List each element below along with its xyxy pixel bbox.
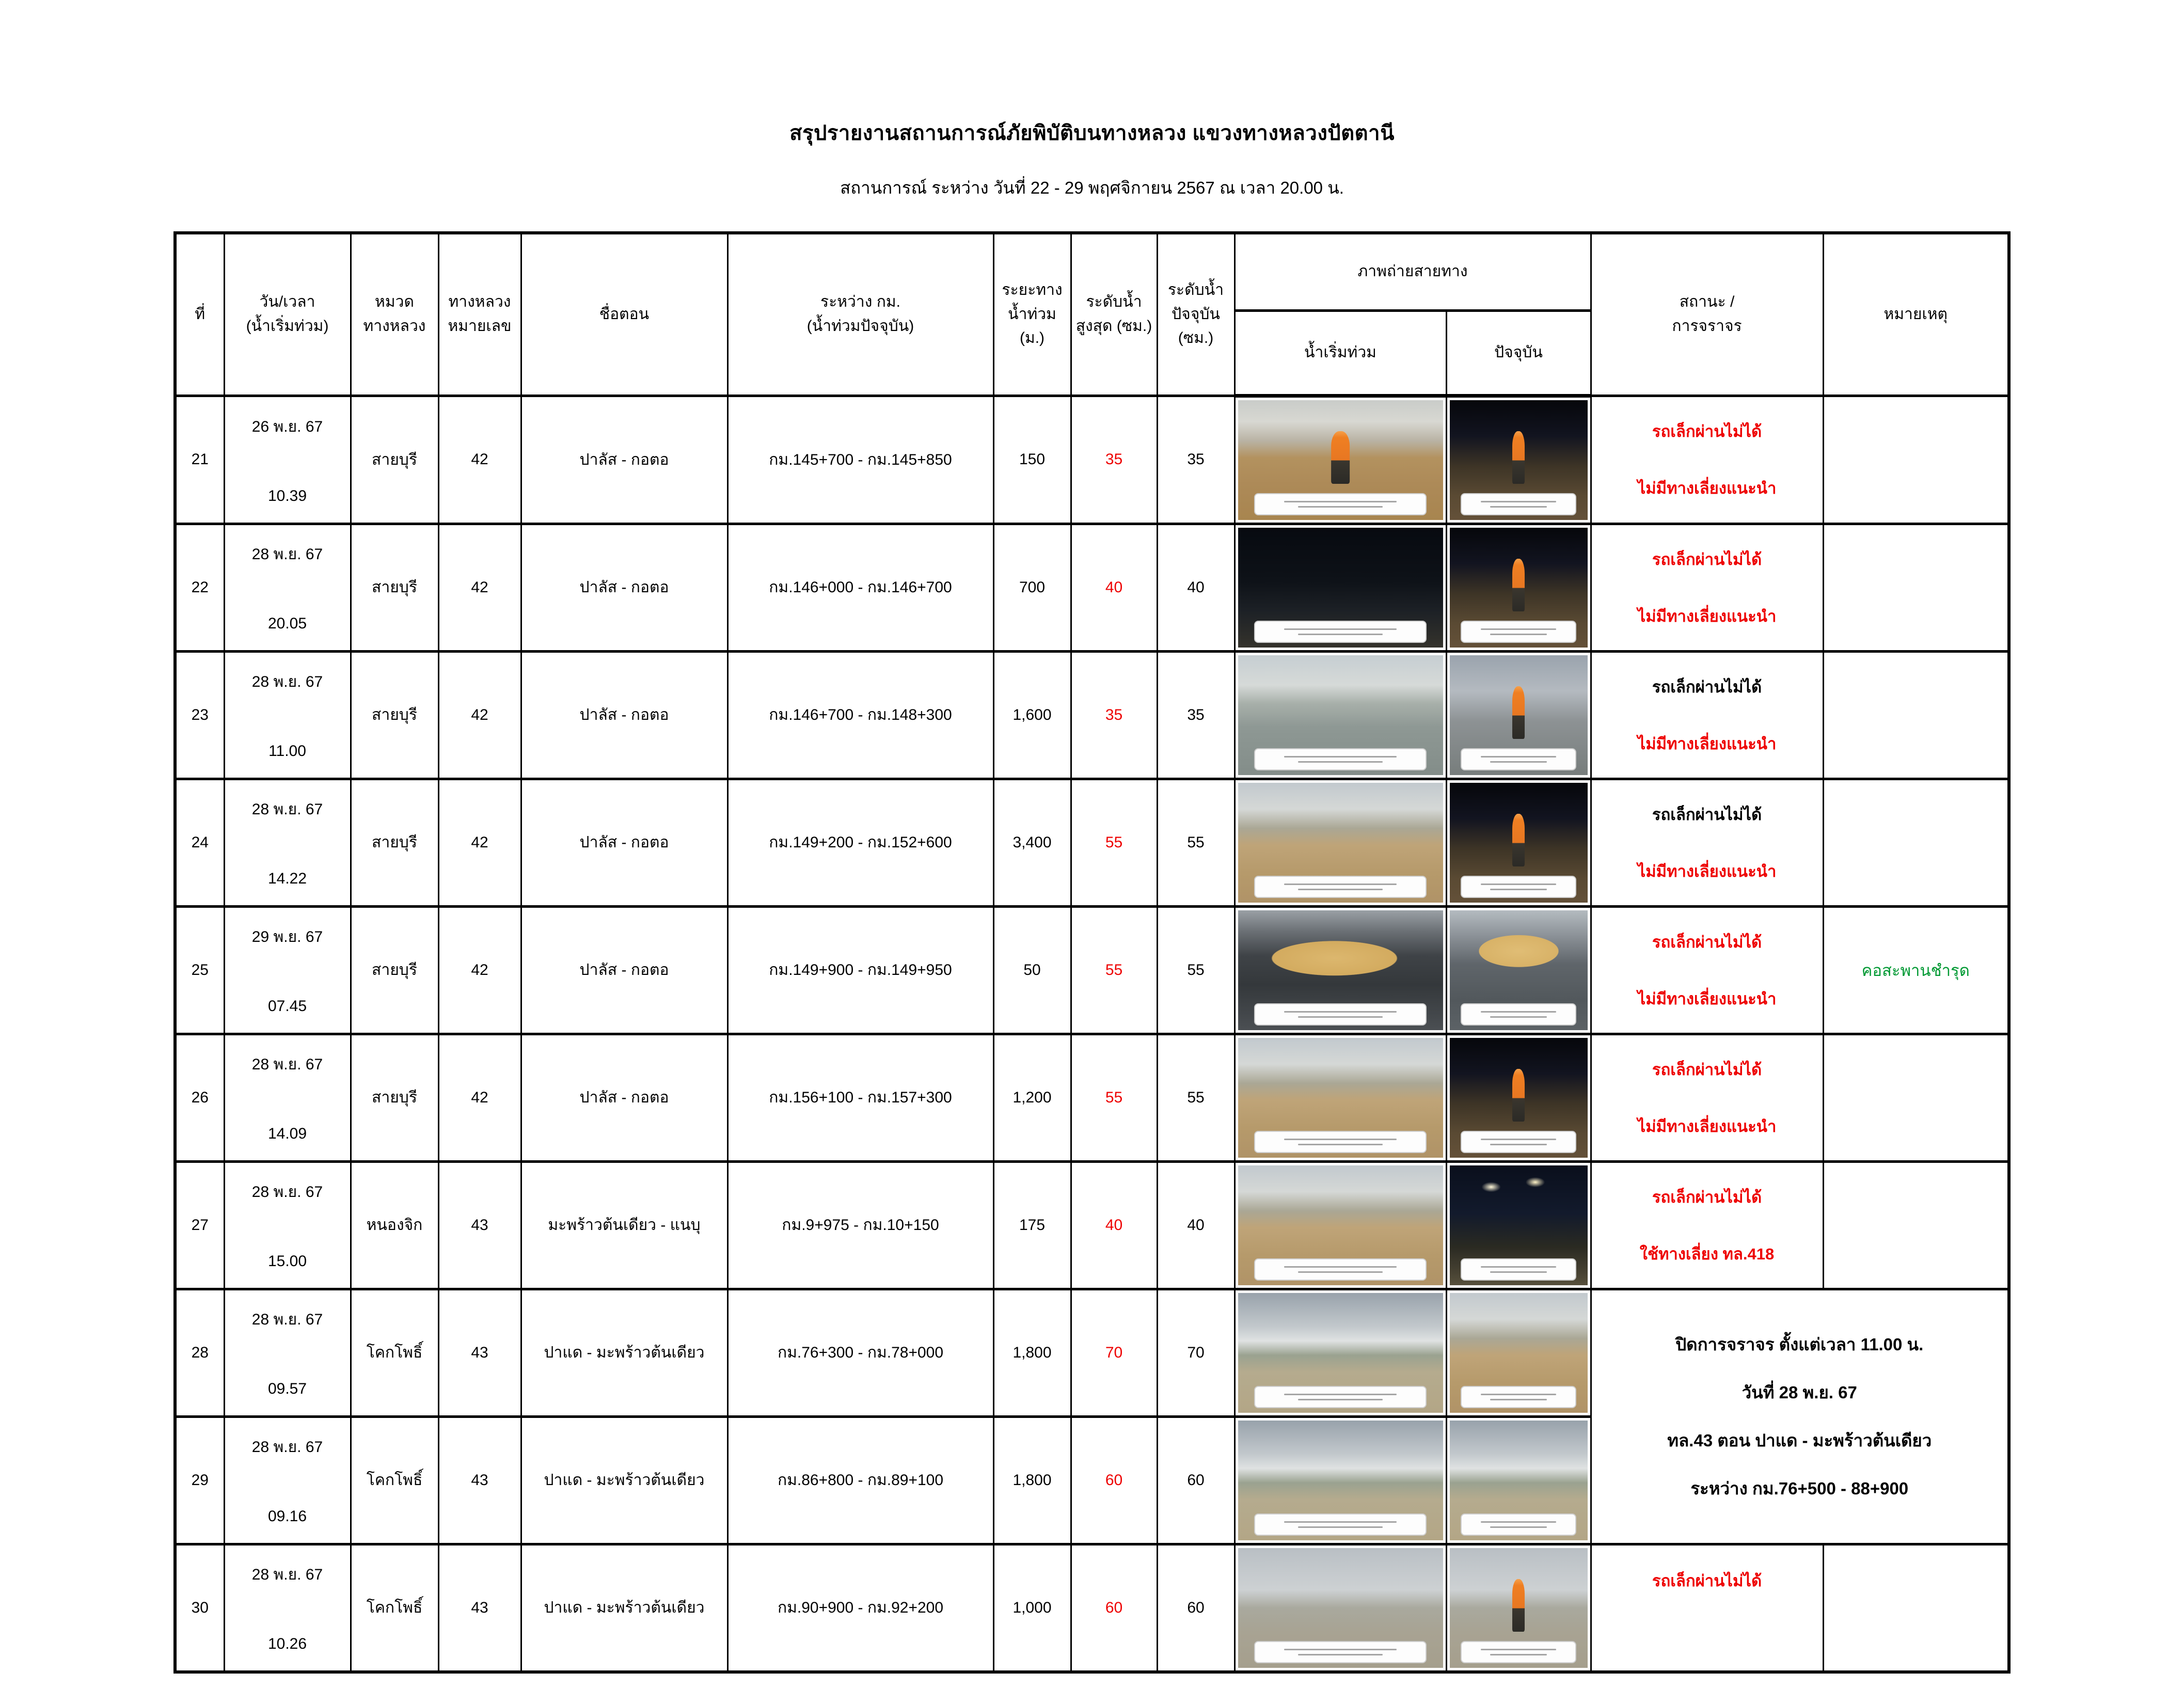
cell-photo-start	[1235, 651, 1446, 779]
photo-caption	[1461, 1513, 1576, 1536]
table-row	[175, 1289, 2009, 1416]
cell-section: ปาลัส - กอตอ	[521, 396, 727, 524]
table-row	[175, 906, 2009, 1034]
cell-current-level: 55	[1157, 779, 1235, 906]
status-line-2: ไม่มีทางเลี่ยงแนะนำ	[1637, 607, 1777, 625]
cell-photo-start	[1235, 1544, 1446, 1672]
cell-flood-length: 700	[993, 524, 1071, 651]
photo-caption	[1461, 1131, 1576, 1153]
flood-report-table	[173, 231, 2011, 1674]
photo-caption	[1461, 1641, 1576, 1663]
cell-km-range: กม.149+200 - กม.152+600	[727, 779, 993, 906]
cell-photo-current	[1446, 1289, 1591, 1416]
header-max-level: ระดับน้ำ สูงสุด (ซม.)	[1071, 233, 1157, 396]
current-photo	[1450, 783, 1588, 903]
flood-start-photo	[1238, 655, 1443, 775]
status-line-1: รถเล็กผ่านไม่ได้	[1652, 933, 1762, 951]
cell-date-time	[224, 1289, 351, 1416]
cell-date-time	[224, 524, 351, 651]
cell-photo-current	[1446, 779, 1591, 906]
cell-max-level: 70	[1071, 1289, 1157, 1416]
flood-start-date: 28 พ.ย. 67	[251, 1439, 323, 1456]
cell-district: โคกโพธิ์	[351, 1416, 438, 1544]
cell-photo-start	[1235, 779, 1446, 906]
header-flood-length: ระยะทาง น้ำท่วม (ม.)	[993, 233, 1071, 396]
cell-max-level: 60	[1071, 1544, 1157, 1672]
cell-section: ปาลัส - กอตอ	[521, 651, 727, 779]
flood-start-time: 15.00	[267, 1253, 307, 1270]
cell-km-range: กม.156+100 - กม.157+300	[727, 1034, 993, 1161]
cell-district: สายบุรี	[351, 906, 438, 1034]
cell-km-range: กม.146+700 - กม.148+300	[727, 651, 993, 779]
cell-photo-start	[1235, 1161, 1446, 1289]
flood-start-time: 07.45	[267, 998, 307, 1015]
flood-start-date: 29 พ.ย. 67	[251, 928, 323, 945]
current-photo	[1450, 400, 1588, 520]
cell-district: โคกโพธิ์	[351, 1544, 438, 1672]
photo-caption	[1461, 621, 1576, 643]
cell-status	[1591, 1544, 1823, 1672]
header-photos-group: ภาพถ่ายสายทาง	[1235, 233, 1591, 310]
header-district: หมวด ทางหลวง	[351, 233, 438, 396]
cell-max-level: 35	[1071, 651, 1157, 779]
header-section-name: ชื่อตอน	[521, 233, 727, 396]
current-photo	[1450, 1293, 1588, 1413]
cell-status	[1591, 1161, 1823, 1289]
cell-route: 42	[438, 1034, 521, 1161]
cell-flood-length: 175	[993, 1161, 1071, 1289]
cell-flood-length: 1,800	[993, 1416, 1071, 1544]
cell-current-level: 40	[1157, 1161, 1235, 1289]
cell-current-level: 35	[1157, 651, 1235, 779]
cell-max-level: 55	[1071, 906, 1157, 1034]
flood-start-date: 28 พ.ย. 67	[251, 1311, 323, 1328]
cell-district: หนองจิก	[351, 1161, 438, 1289]
flood-start-photo	[1238, 400, 1443, 520]
flood-start-photo	[1238, 1548, 1443, 1668]
cell-road-closure-notice	[1591, 1289, 2009, 1544]
cell-current-level: 35	[1157, 396, 1235, 524]
cell-route: 42	[438, 524, 521, 651]
cell-photo-current	[1446, 524, 1591, 651]
cell-remark	[1823, 524, 2009, 651]
cell-flood-length: 150	[993, 396, 1071, 524]
cell-photo-current	[1446, 651, 1591, 779]
cell-flood-length: 3,400	[993, 779, 1071, 906]
photo-caption	[1461, 1386, 1576, 1408]
photo-caption	[1254, 1641, 1427, 1663]
flood-start-date: 28 พ.ย. 67	[251, 546, 323, 563]
header-km-range: ระหว่าง กม. (น้ำท่วมปัจจุบัน)	[727, 233, 993, 396]
flood-start-photo	[1238, 1293, 1443, 1413]
cell-remark	[1823, 779, 2009, 906]
photo-caption	[1254, 1131, 1427, 1153]
cell-max-level: 60	[1071, 1416, 1157, 1544]
header-photo-flood-start: น้ำเริ่มท่วม	[1235, 310, 1446, 396]
flood-start-time: 10.39	[267, 487, 307, 504]
header-no: ที่	[175, 233, 224, 396]
cell-route: 43	[438, 1161, 521, 1289]
flood-start-time: 09.57	[267, 1380, 307, 1397]
flood-start-photo	[1238, 528, 1443, 648]
photo-caption	[1254, 748, 1427, 770]
cell-section: ปาลัส - กอตอ	[521, 524, 727, 651]
cell-flood-length: 1,600	[993, 651, 1071, 779]
table-row	[175, 396, 2009, 524]
status-line-1: รถเล็กผ่านไม่ได้	[1652, 677, 1762, 696]
cell-photo-current	[1446, 1161, 1591, 1289]
cell-date-time	[224, 906, 351, 1034]
page-subtitle: สถานการณ์ ระหว่าง วันที่ 22 - 29 พฤศจิกายน 2567 ณ เวลา 20.00 น.	[840, 178, 1344, 197]
cell-date-time	[224, 1416, 351, 1544]
cell-max-level: 55	[1071, 1034, 1157, 1161]
cell-photo-start	[1235, 524, 1446, 651]
cell-km-range: กม.90+900 - กม.92+200	[727, 1544, 993, 1672]
cell-section: ปาลัส - กอตอ	[521, 1034, 727, 1161]
cell-max-level: 55	[1071, 779, 1157, 906]
cell-section: ปาแด - มะพร้าวต้นเดียว	[521, 1544, 727, 1672]
cell-status	[1591, 396, 1823, 524]
current-photo	[1450, 1038, 1588, 1158]
cell-remark	[1823, 1161, 2009, 1289]
table-row	[175, 1034, 2009, 1161]
cell-status	[1591, 779, 1823, 906]
photo-caption	[1254, 1003, 1427, 1026]
flood-start-time: 09.16	[267, 1508, 307, 1525]
cell-photo-current	[1446, 1416, 1591, 1544]
cell-date-time	[224, 651, 351, 779]
cell-flood-length: 1,800	[993, 1289, 1071, 1416]
photo-caption	[1254, 1513, 1427, 1536]
cell-no: 26	[175, 1034, 224, 1161]
status-line-2: ไม่มีทางเลี่ยงแนะนำ	[1637, 862, 1777, 880]
cell-no: 28	[175, 1289, 224, 1416]
current-photo	[1450, 910, 1588, 1030]
cell-km-range: กม.145+700 - กม.145+850	[727, 396, 993, 524]
cell-date-time	[224, 779, 351, 906]
flood-start-time: 20.05	[267, 615, 307, 632]
cell-flood-length: 1,200	[993, 1034, 1071, 1161]
cell-photo-start	[1235, 906, 1446, 1034]
status-line-2: ไม่มีทางเลี่ยงแนะนำ	[1637, 1117, 1777, 1135]
photo-caption	[1461, 1258, 1576, 1281]
flood-start-time: 10.26	[267, 1635, 307, 1652]
cell-remark	[1823, 1544, 2009, 1672]
cell-section: ปาแด - มะพร้าวต้นเดียว	[521, 1289, 727, 1416]
cell-section: ปาลัส - กอตอ	[521, 906, 727, 1034]
cell-flood-length: 50	[993, 906, 1071, 1034]
photo-caption	[1461, 1003, 1576, 1026]
flood-start-time: 14.09	[267, 1125, 307, 1142]
cell-route: 43	[438, 1289, 521, 1416]
cell-no: 29	[175, 1416, 224, 1544]
cell-km-range: กม.76+300 - กม.78+000	[727, 1289, 993, 1416]
photo-caption	[1254, 621, 1427, 643]
cell-remark	[1823, 1034, 2009, 1161]
closure-line-1: ปิดการจราจร ตั้งแต่เวลา 11.00 น.	[1675, 1335, 1924, 1354]
cell-current-level: 60	[1157, 1416, 1235, 1544]
cell-photo-current	[1446, 1034, 1591, 1161]
status-line-1: รถเล็กผ่านไม่ได้	[1652, 1188, 1762, 1206]
flood-start-date: 28 พ.ย. 67	[251, 1184, 323, 1201]
cell-route: 42	[438, 906, 521, 1034]
cell-route: 42	[438, 779, 521, 906]
table-row	[175, 651, 2009, 779]
cell-status	[1591, 1034, 1823, 1161]
status-line-2: ไม่มีทางเลี่ยงแนะนำ	[1637, 989, 1777, 1008]
cell-km-range: กม.146+000 - กม.146+700	[727, 524, 993, 651]
flood-start-photo	[1238, 783, 1443, 903]
status-line-1: รถเล็กผ่านไม่ได้	[1652, 1571, 1762, 1590]
closure-line-3: ทล.43 ตอน ปาแด - มะพร้าวต้นเดียว	[1667, 1431, 1932, 1450]
cell-route: 43	[438, 1544, 521, 1672]
cell-district: สายบุรี	[351, 779, 438, 906]
header-photo-current: ปัจจุบัน	[1446, 310, 1591, 396]
cell-photo-current	[1446, 1544, 1591, 1672]
cell-route: 42	[438, 651, 521, 779]
cell-flood-length: 1,000	[993, 1544, 1071, 1672]
cell-district: สายบุรี	[351, 651, 438, 779]
status-line-1: รถเล็กผ่านไม่ได้	[1652, 805, 1762, 824]
photo-caption	[1461, 748, 1576, 770]
table-row	[175, 779, 2009, 906]
cell-current-level: 70	[1157, 1289, 1235, 1416]
cell-date-time	[224, 1544, 351, 1672]
cell-no: 25	[175, 906, 224, 1034]
cell-no: 24	[175, 779, 224, 906]
cell-max-level: 40	[1071, 1161, 1157, 1289]
photo-caption	[1254, 1386, 1427, 1408]
status-line-2: ใช้ทางเลี่ยง ทล.418	[1639, 1244, 1775, 1263]
cell-district: โคกโพธิ์	[351, 1289, 438, 1416]
flood-start-photo	[1238, 1421, 1443, 1540]
current-photo	[1450, 528, 1588, 648]
current-photo	[1450, 1165, 1588, 1285]
cell-remark: คอสะพานชำรุด	[1823, 906, 2009, 1034]
flood-start-time: 11.00	[268, 743, 306, 760]
cell-current-level: 55	[1157, 906, 1235, 1034]
flood-start-photo	[1238, 1165, 1443, 1285]
header-route-number: ทางหลวง หมายเลข	[438, 233, 521, 396]
cell-section: ปาลัส - กอตอ	[521, 779, 727, 906]
current-photo	[1450, 655, 1588, 775]
header-status-traffic: สถานะ / การจราจร	[1591, 233, 1823, 396]
cell-district: สายบุรี	[351, 1034, 438, 1161]
header-remark: หมายเหตุ	[1823, 233, 2009, 396]
status-line-1: รถเล็กผ่านไม่ได้	[1652, 422, 1762, 440]
flood-start-date: 26 พ.ย. 67	[251, 418, 323, 435]
cell-no: 23	[175, 651, 224, 779]
cell-photo-current	[1446, 396, 1591, 524]
closure-line-2: วันที่ 28 พ.ย. 67	[1742, 1383, 1857, 1402]
table-row	[175, 1161, 2009, 1289]
flood-start-time: 14.22	[267, 870, 307, 887]
header-current-level: ระดับน้ำ ปัจจุบัน (ซม.)	[1157, 233, 1235, 396]
table-row	[175, 524, 2009, 651]
cell-district: สายบุรี	[351, 396, 438, 524]
cell-date-time	[224, 1034, 351, 1161]
cell-section: ปาแด - มะพร้าวต้นเดียว	[521, 1416, 727, 1544]
cell-status	[1591, 651, 1823, 779]
cell-route: 43	[438, 1416, 521, 1544]
cell-photo-start	[1235, 1416, 1446, 1544]
status-line-2: ไม่มีทางเลี่ยงแนะนำ	[1637, 479, 1777, 497]
road-closure-notice	[1592, 1331, 2008, 1502]
cell-photo-start	[1235, 1034, 1446, 1161]
flood-start-date: 28 พ.ย. 67	[251, 801, 323, 818]
cell-km-range: กม.149+900 - กม.149+950	[727, 906, 993, 1034]
cell-photo-start	[1235, 396, 1446, 524]
cell-district: สายบุรี	[351, 524, 438, 651]
status-line-2: ไม่มีทางเลี่ยงแนะนำ	[1637, 734, 1777, 753]
flood-start-date: 28 พ.ย. 67	[251, 1056, 323, 1073]
flood-start-date: 28 พ.ย. 67	[251, 1566, 323, 1583]
cell-photo-current	[1446, 906, 1591, 1034]
cell-status	[1591, 906, 1823, 1034]
flood-start-photo	[1238, 910, 1443, 1030]
cell-km-range: กม.86+800 - กม.89+100	[727, 1416, 993, 1544]
cell-km-range: กม.9+975 - กม.10+150	[727, 1161, 993, 1289]
photo-caption	[1254, 1258, 1427, 1281]
cell-photo-start	[1235, 1289, 1446, 1416]
cell-section: มะพร้าวต้นเดียว - แนบุ	[521, 1161, 727, 1289]
cell-no: 27	[175, 1161, 224, 1289]
closure-line-4: ระหว่าง กม.76+500 - 88+900	[1690, 1479, 1909, 1498]
cell-current-level: 60	[1157, 1544, 1235, 1672]
photo-caption	[1254, 493, 1427, 515]
cell-no: 21	[175, 396, 224, 524]
page-title: สรุปรายงานสถานการณ์ภัยพิบัติบนทางหลวง แขวงทางหลวงปัตตานี	[789, 122, 1395, 145]
cell-no: 22	[175, 524, 224, 651]
photo-caption	[1461, 493, 1576, 515]
status-line-1: รถเล็กผ่านไม่ได้	[1652, 550, 1762, 569]
status-line-1: รถเล็กผ่านไม่ได้	[1652, 1060, 1762, 1079]
header-datetime: วัน/เวลา (น้ำเริ่มท่วม)	[224, 233, 351, 396]
cell-status	[1591, 524, 1823, 651]
cell-remark	[1823, 651, 2009, 779]
cell-date-time	[224, 1161, 351, 1289]
current-photo	[1450, 1421, 1588, 1540]
photo-caption	[1461, 876, 1576, 898]
cell-date-time	[224, 396, 351, 524]
current-photo	[1450, 1548, 1588, 1668]
cell-max-level: 40	[1071, 524, 1157, 651]
cell-max-level: 35	[1071, 396, 1157, 524]
cell-current-level: 40	[1157, 524, 1235, 651]
photo-caption	[1254, 876, 1427, 898]
flood-start-date: 28 พ.ย. 67	[251, 673, 323, 690]
flood-start-photo	[1238, 1038, 1443, 1158]
cell-current-level: 55	[1157, 1034, 1235, 1161]
table-row	[175, 1544, 2009, 1672]
cell-no: 30	[175, 1544, 224, 1672]
cell-remark	[1823, 396, 2009, 524]
cell-route: 42	[438, 396, 521, 524]
